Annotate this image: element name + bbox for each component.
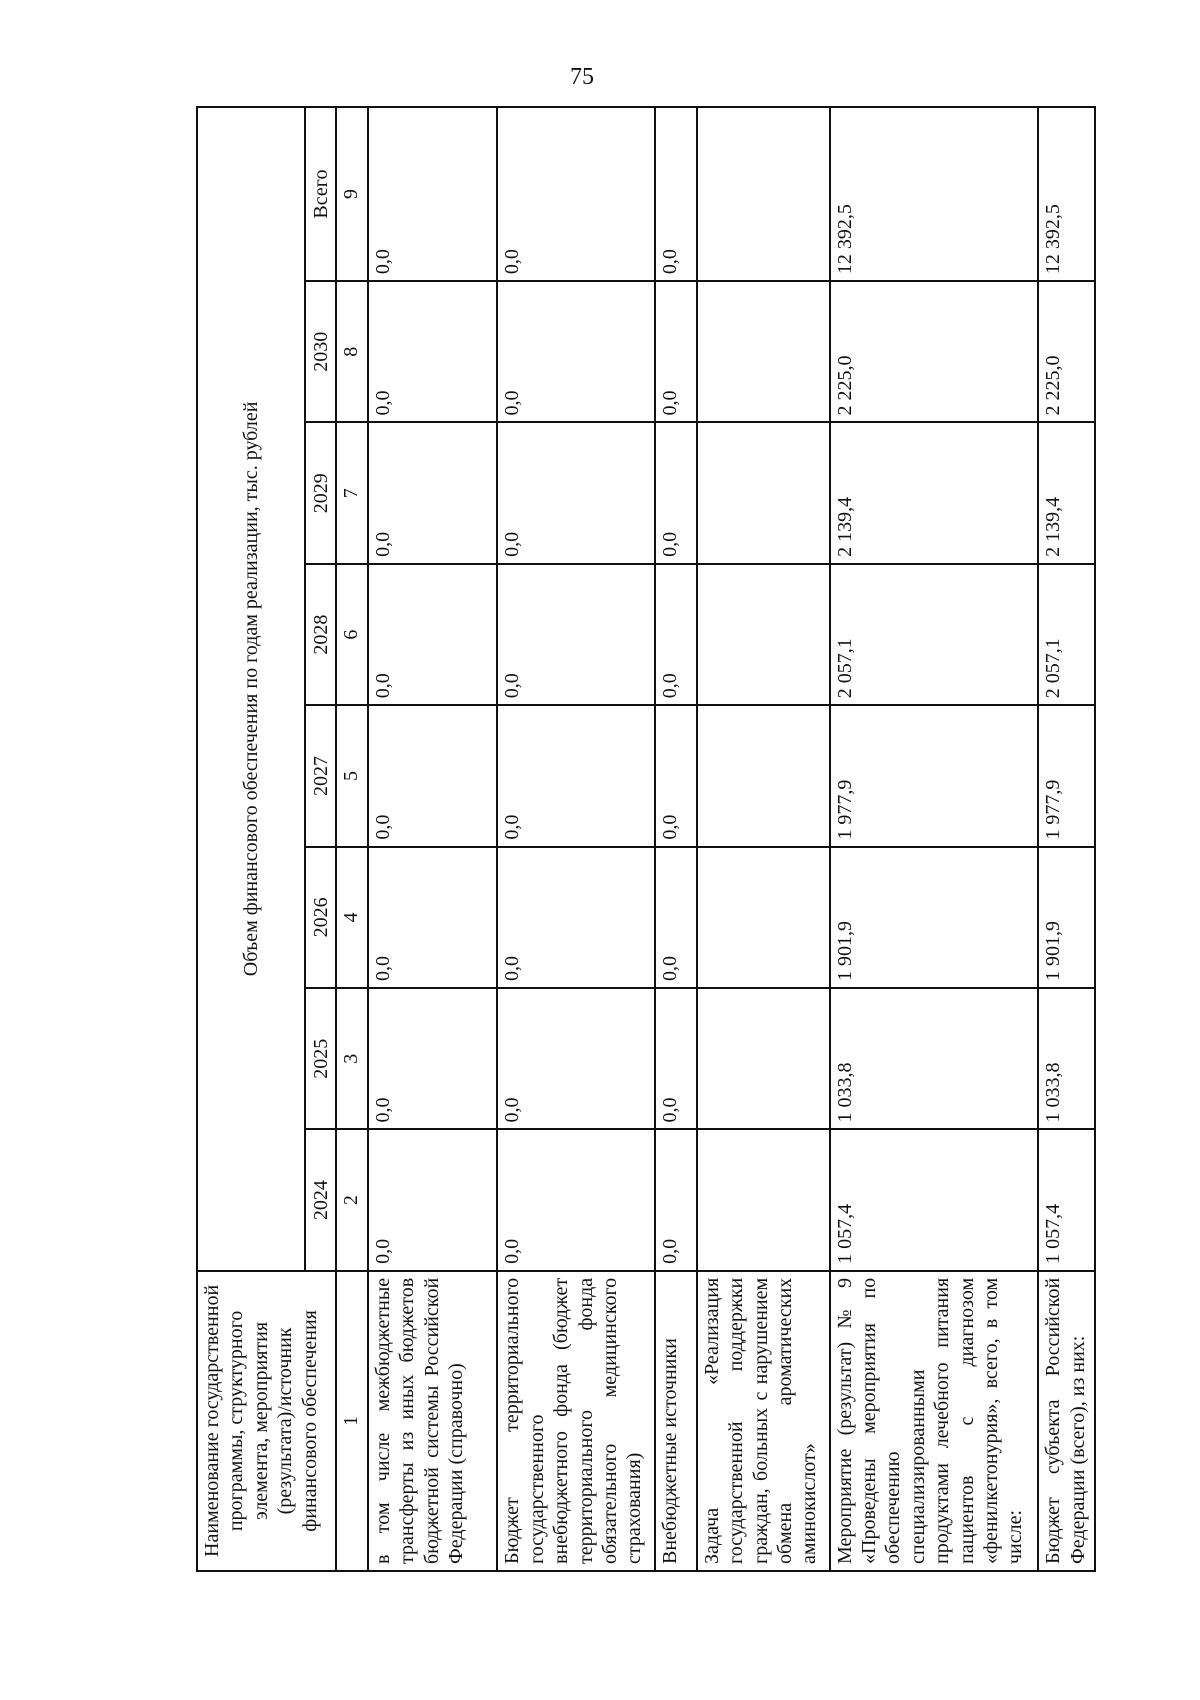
value-cell: 1 977,9: [830, 705, 1039, 846]
value-cell: 0,0: [497, 847, 655, 988]
value-cell: 0,0: [368, 422, 498, 563]
value-cell: 2 139,4: [830, 422, 1039, 563]
column-numbers-row: [336, 107, 368, 1571]
value-cell: 0,0: [497, 422, 655, 563]
value-cell: 1 901,9: [1038, 847, 1095, 988]
column-number: 7: [336, 422, 368, 563]
value-cell: 1 033,8: [1038, 988, 1095, 1129]
value-cell: 0,0: [655, 107, 696, 281]
value-cell: 1 033,8: [830, 988, 1039, 1129]
value-cell: 2 057,1: [830, 564, 1039, 705]
year-header: 2028: [305, 564, 337, 705]
column-number: 9: [336, 107, 368, 281]
year-header: Всего: [305, 107, 337, 281]
value-cell: 0,0: [655, 705, 696, 846]
value-cell: [697, 107, 830, 281]
year-header: 2025: [305, 988, 337, 1129]
financing-table: [196, 106, 1096, 1572]
page-number: 75: [570, 64, 594, 90]
row-name: Бюджет субъекта Российской Федерации (всего), из них:: [1038, 1271, 1095, 1571]
value-cell: 0,0: [497, 705, 655, 846]
value-cell: 0,0: [497, 988, 655, 1129]
rotated-table-wrapper: [196, 106, 1096, 1572]
header-row: [197, 107, 305, 1571]
table-row: [368, 107, 498, 1571]
table-row: [830, 107, 1039, 1571]
value-cell: 0,0: [368, 107, 498, 281]
row-name: Бюджет территориального государственного внебюджетного фонда (бюджет территориального фонда обязательного медицинского страхования): [497, 1271, 655, 1571]
header-name-cell: Наименование государственной программы, структурного элемента, мероприятия (результата)/источник финансового обеспечения: [197, 1271, 336, 1571]
value-cell: 1 057,4: [1038, 1129, 1095, 1270]
value-cell: [697, 281, 830, 422]
column-number: 1: [336, 1271, 368, 1571]
value-cell: 0,0: [368, 988, 498, 1129]
year-header: 2027: [305, 705, 337, 846]
year-header: 2030: [305, 281, 337, 422]
row-name: Задача «Реализация государственной поддержки граждан, больных с нарушением обмена ароматических аминокислот»: [697, 1271, 830, 1571]
value-cell: [697, 564, 830, 705]
year-header: 2029: [305, 422, 337, 563]
table-row: [655, 107, 696, 1571]
value-cell: 2 225,0: [1038, 281, 1095, 422]
column-number: 3: [336, 988, 368, 1129]
column-number: 5: [336, 705, 368, 846]
value-cell: 0,0: [497, 107, 655, 281]
value-cell: 0,0: [368, 281, 498, 422]
value-cell: 0,0: [368, 847, 498, 988]
year-header: 2024: [305, 1129, 337, 1270]
value-cell: 0,0: [497, 564, 655, 705]
row-name: Внебюджетные источники: [655, 1271, 696, 1571]
value-cell: 0,0: [368, 1129, 498, 1270]
value-cell: 0,0: [368, 705, 498, 846]
column-number: 6: [336, 564, 368, 705]
row-name: Мероприятие (результат) № 9 «Проведены мероприятия по обеспечению специализированными продуктами лечебного питания пациентов с диагнозом «фенилкетонурия», всего, в том числе:: [830, 1271, 1039, 1571]
value-cell: 1 057,4: [830, 1129, 1039, 1270]
year-header: 2026: [305, 847, 337, 988]
value-cell: 2 139,4: [1038, 422, 1095, 563]
value-cell: 1 901,9: [830, 847, 1039, 988]
table-row: [697, 107, 830, 1571]
value-cell: 0,0: [655, 564, 696, 705]
value-cell: [697, 847, 830, 988]
row-name: в том числе межбюджетные трансферты из иных бюджетов бюджетной системы Российской Федерации (справочно): [368, 1271, 498, 1571]
value-cell: 0,0: [497, 281, 655, 422]
value-cell: 12 392,5: [1038, 107, 1095, 281]
value-cell: 0,0: [368, 564, 498, 705]
value-cell: 0,0: [655, 1129, 696, 1270]
table-row: [1038, 107, 1095, 1571]
value-cell: [697, 988, 830, 1129]
header-group-cell: Объем финансового обеспечения по годам реализации, тыс. рублей: [197, 107, 305, 1271]
value-cell: 0,0: [497, 1129, 655, 1270]
value-cell: [697, 1129, 830, 1270]
value-cell: 2 057,1: [1038, 564, 1095, 705]
column-number: 4: [336, 847, 368, 988]
value-cell: 0,0: [655, 281, 696, 422]
value-cell: 12 392,5: [830, 107, 1039, 281]
value-cell: 0,0: [655, 422, 696, 563]
value-cell: [697, 705, 830, 846]
value-cell: 0,0: [655, 988, 696, 1129]
column-number: 2: [336, 1129, 368, 1270]
value-cell: 2 225,0: [830, 281, 1039, 422]
value-cell: 1 977,9: [1038, 705, 1095, 846]
value-cell: [697, 422, 830, 563]
column-number: 8: [336, 281, 368, 422]
value-cell: 0,0: [655, 847, 696, 988]
table-row: [497, 107, 655, 1571]
